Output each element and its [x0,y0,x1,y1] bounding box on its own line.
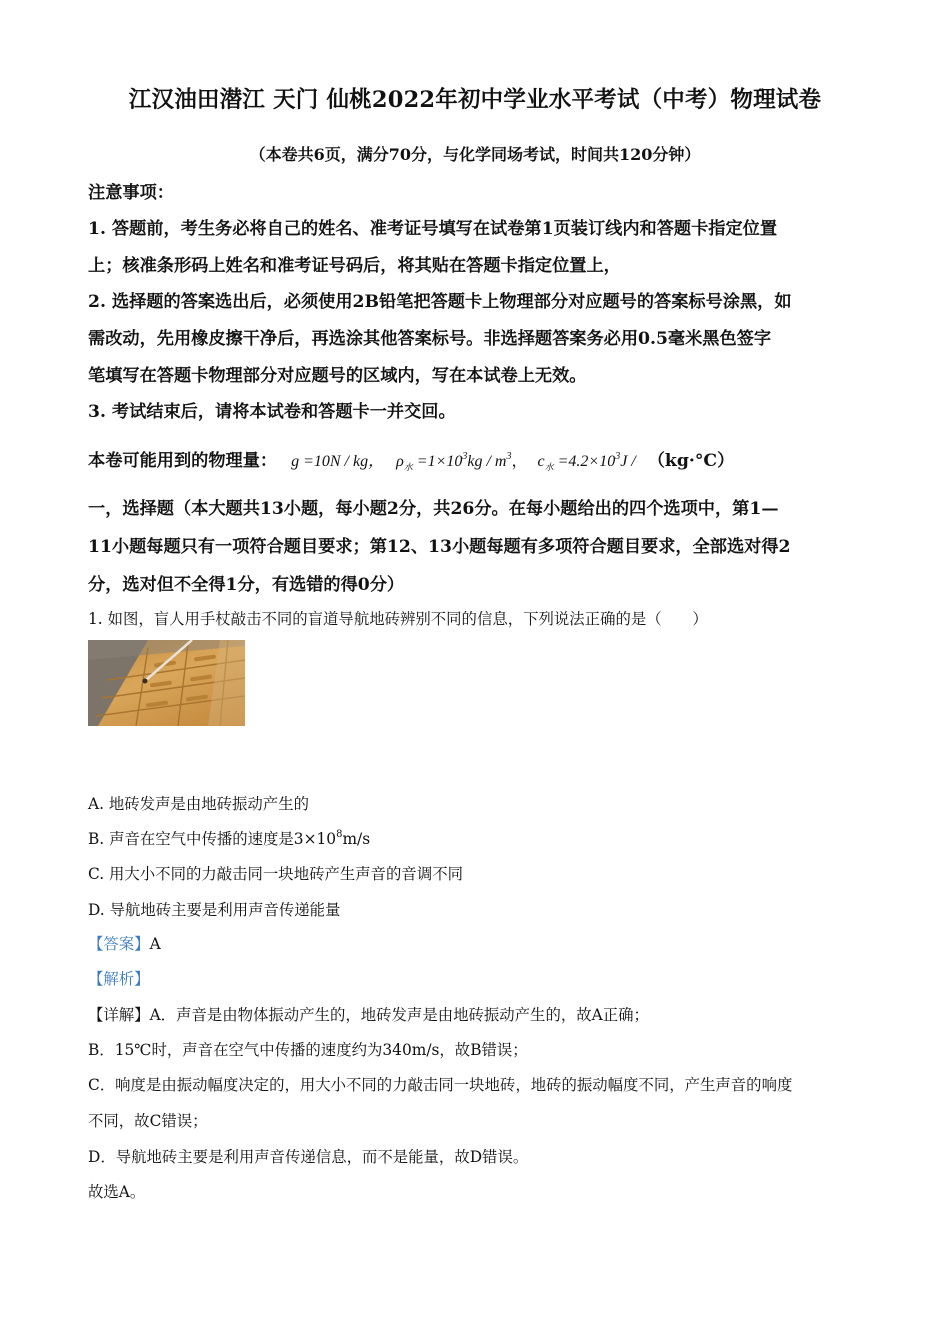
section-heading: 一，选择题（本大题共13小题，每小题2分，共26分。在每小题给出的四个选项中，第1— [88,499,779,519]
detail-line: D．导航地砖主要是利用声音传递信息，而不是能量，故D错误。 [88,1148,529,1166]
option-d: D. 导航地砖主要是利用声音传递能量 [88,901,341,919]
notice-line: 需改动，先用橡皮擦干净后，再选涂其他答案标号。非选择题答案务必用0.5毫米黑色签字 [88,329,772,349]
notice-line: 3. 考试结束后，请将本试卷和答题卡一并交回。 [88,402,456,422]
detail-line: 故选A。 [88,1183,146,1201]
detail-line: 【详解】A．声音是由物体振动产生的，地砖发声是由地砖振动产生的，故A正确； [88,1006,649,1024]
option-c: C. 用大小不同的力敲击同一块地砖产生声音的音调不同 [88,865,463,883]
notice-line: 1. 答题前，考生务必将自己的姓名、准考证号填写在试卷第1页装订线内和答题卡指定位置 [88,219,778,239]
specific-heat-unit: （kg·°C） [647,451,735,471]
answer-line [88,932,161,954]
detail-line: B．15℃时，声音在空气中传播的速度约为340m/s，故B错误； [88,1041,528,1059]
option-a: A. 地砖发声是由地砖振动产生的 [88,795,309,813]
notice-heading: 注意事项： [88,183,174,203]
answer-tag: 【答案】 [88,935,150,953]
gravity-constant: g =10N / kg， [291,453,385,470]
exam-info: （本卷共6页，满分70分，与化学同场考试，时间共120分钟） [249,145,701,164]
detail-line: C．响度是由振动幅度决定的，用大小不同的力敲击同一块地砖，地砖的振动幅度不同，产生声音的响度 [88,1076,793,1094]
analysis-tag: 【解析】 [88,970,150,988]
notice-line: 上；核准条形码上姓名和准考证号码后，将其贴在答题卡指定位置上， [88,256,621,276]
section-heading: 11小题每题只有一项符合题目要求；第12、13小题每题有多项符合题目要求，全部选对得2 [88,537,791,557]
page-title: 江汉油田潜江 天门 仙桃2022年初中学业水平考试（中考）物理试卷 [128,87,822,113]
constants-label: 本卷可能用到的物理量： [88,451,278,471]
answer-value: A [149,935,161,953]
section-heading: 分，选对但不全得1分，有选错的得0分） [88,575,405,595]
question-stem: 1. 如图，盲人用手杖敲击不同的盲道导航地砖辨别不同的信息，下列说法正确的是（ ） [88,610,708,628]
detail-line: 不同，故C错误； [88,1112,208,1130]
blind-path-tiles-image [88,640,245,726]
constants-line [88,446,734,471]
notice-line: 笔填写在答题卡物理部分对应题号的区域内，写在本试卷上无效。 [88,366,587,386]
notice-line: 2. 选择题的答案选出后，必须使用2B铅笔把答题卡上物理部分对应题号的答案标号涂黑，如 [88,292,792,312]
water-specific-heat-constant: $c_水 =4.2\times 10^3J$ / [537,451,636,472]
water-density-constant: $\rho_水 =1\times 10^3kg / m^3$， [396,451,528,472]
option-b: B. 声音在空气中传播的速度是$3\times 10^8m/s$ [88,829,371,848]
